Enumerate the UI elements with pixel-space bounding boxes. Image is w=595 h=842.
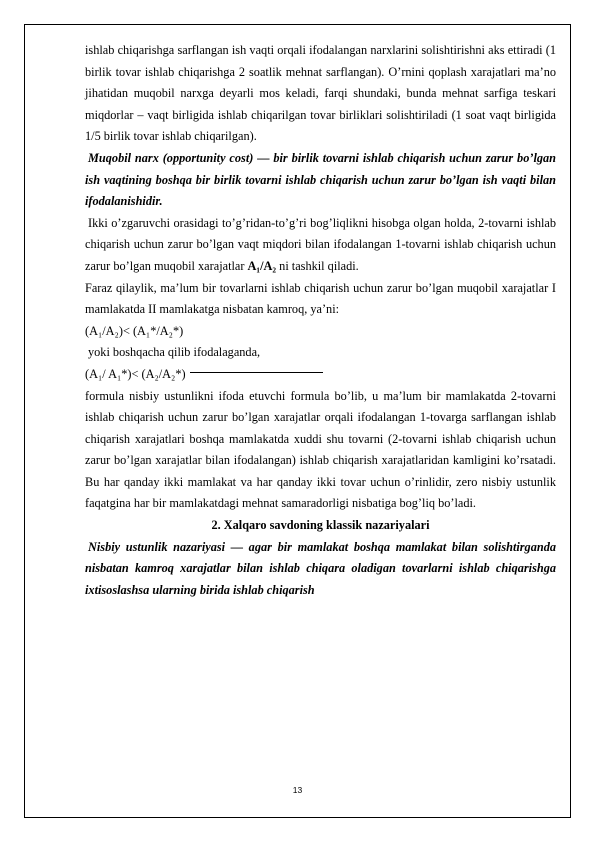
formula-rule [190, 372, 323, 373]
paragraph-1: ishlab chiqarishga sarflangan ish vaqti orqali ifodalangan narxlarini solishtirishni aks ettiradi (1 birlik tovar ishlab chiqarishga 2 soatlik mehnat sarflangan). O’rnini qoplash xarajatlari ma’no jihatidan muqobil narxga deyarli mos keladi, farqi shundaki, bunda mehnat sarfiga teskari miqdorlar – vaqt birligida ishlab chiqarilgan tovar birliklari solishtiriladi (1 soat vaqt birligida 1/5 birlik tovar ishlab chiqarilgan). [85, 43, 556, 144]
definition-opportunity-cost: Muqobil narx (opportunity cost) — bir birlik tovarni ishlab chiqarish uchun zarur bo’lgan ish vaqtining boshqa bir birlik tovarni ishlab chiqarish uchun zarur bo’lgan ish vaqti bilan ifodalanishidir. [85, 150, 556, 209]
formula-2-line [85, 364, 556, 386]
paragraph-3-text: Ikki o’zgaruvchi orasidagi to’g’ridan-to’g’ri bog’liqlikni hisobga olgan holda, 2-tovarni ishlab chiqarish uchun zarur bo’lgan vaqt miqdori bilan ifodalangan 1-tovarni ishlab chiqarish uchun zarur bo’lgan muqobil xarajatlar [85, 215, 556, 273]
paragraph-3 [85, 213, 556, 278]
paragraph-6: formula nisbiy ustunlikni ifoda etuvchi formula bo’lib, u ma’lum bir mamlakatda 2-tovarni ishlab chiqarish uchun zarur bo’lgan xarajatlar orqali ifodalangan 1-tovarga sarflangan ishlab chiqarish xarajatlari boshqa mamlakatda xuddi shu tovarni (2-tovarni ishlab chiqarish uchun zarur bo’lgan xarajatlar bilan ifodalangan) ishlab chiqarish xarajatlaridan kamligini ko’rsatadi. Bu har qanday ikki mamlakat va har qanday ikki tovar uchun o’rinlidir, zero nisbiy ustunlik faqatgina har bir mamlakatdagi mehnat samaradorligi nisbatiga bog’liq bo’ladi. [85, 388, 556, 511]
page-number: 13 [292, 785, 303, 795]
definition-comparative-advantage: Nisbiy ustunlik nazariyasi — agar bir mamlakat boshqa mamlakat bilan solishtirganda nisbatan kamroq xarajatlar bilan ishlab chiqara oladigan tovarlarni ishlab chiqarishga ixtisoslashsa ularning birida ishlab chiqarish [85, 539, 556, 597]
paragraph-4: Faraz qilaylik, ma’lum bir tovarlarni ishlab chiqarish uchun zarur bo’lgan muqobil xarajatlar I mamlakatda II mamlakatga nisbatan kamroq, ya’ni: [85, 280, 556, 317]
paragraph-3-end: ni tashkil qiladi. [279, 258, 359, 273]
formula-1: (A₁/A₂)< (A₁*/A₂*) [85, 323, 184, 338]
ratio-a1-a2: A₁/A₂ [247, 258, 277, 273]
formula-2: (A₁/ A₁*)< (A₂/A₂*) [85, 366, 186, 381]
document-body [85, 40, 556, 601]
section-heading: 2. Xalqaro savdoning klassik nazariyalari [211, 518, 430, 533]
paragraph-5: yoki boshqacha qilib ifodalaganda, [88, 345, 261, 360]
